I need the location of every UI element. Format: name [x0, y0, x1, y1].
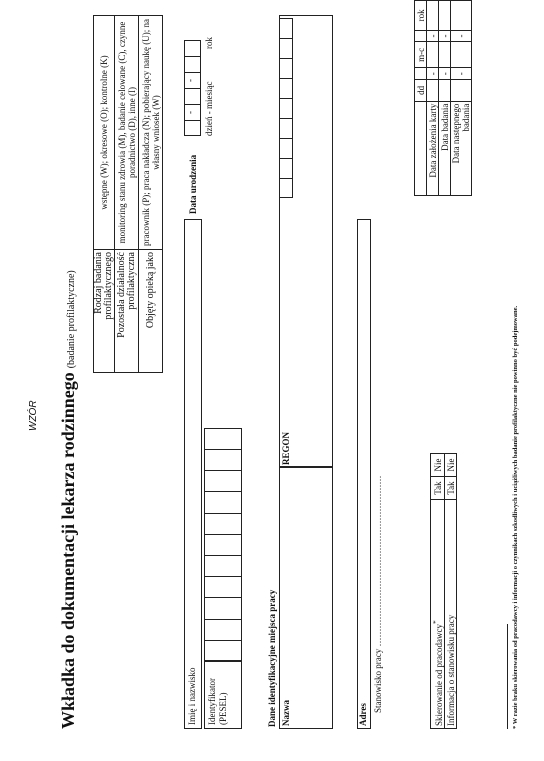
pesel-digit[interactable] — [204, 619, 242, 640]
birth-caption-daymonth: dzień - miesiąc — [204, 81, 214, 136]
address-field[interactable] — [357, 219, 371, 729]
watermark-label: WZÓR — [28, 400, 39, 431]
date-exam-label: Data badania — [439, 101, 451, 195]
pesel-digit[interactable] — [204, 576, 242, 597]
pesel-digit[interactable] — [204, 597, 242, 618]
regon-cells[interactable] — [279, 18, 293, 198]
workplace-section-title: Dane identyfikacyjne miejsca pracy — [267, 589, 277, 727]
name-field[interactable] — [184, 219, 202, 729]
address-label: Adres — [358, 703, 368, 726]
footnote-rule — [507, 624, 508, 729]
referral-label: Skierowanie od pracodawcy* — [431, 500, 445, 729]
pesel-cells[interactable] — [204, 428, 242, 661]
title-text: Wkładka do dokumentacji lekarza rodzinnego — [58, 372, 78, 729]
regon-digit[interactable] — [279, 78, 293, 98]
pesel-digit[interactable] — [204, 640, 242, 661]
exam-type-table — [93, 15, 163, 373]
pesel-digit[interactable] — [204, 428, 242, 449]
job-info-label: Informacja o stanowisku pracy — [445, 500, 457, 729]
regon-digit[interactable] — [279, 18, 293, 38]
title-subtitle: (badanie profilaktyczne) — [66, 270, 77, 369]
birth-caption-year: rok — [204, 37, 214, 49]
exam-type-options[interactable]: wstępne (W); okresowe (O); kontrolne (K) — [94, 16, 115, 250]
pesel-digit[interactable] — [204, 449, 242, 470]
regon-digit[interactable] — [279, 178, 293, 198]
workplace-name-field[interactable] — [279, 467, 333, 729]
date-next-exam-label: Data następnego badania — [451, 101, 472, 195]
page-title — [58, 270, 79, 729]
col-rok: rok — [415, 1, 427, 31]
referral-yes[interactable]: Tak — [431, 477, 445, 500]
pesel-digit[interactable] — [204, 555, 242, 576]
col-dd: dd — [415, 79, 427, 101]
exam-type-label: Rodzaj badania profilaktycznego — [94, 250, 115, 373]
regon-label: REGON — [281, 431, 291, 465]
footnote: * W razie braku skierowania od pracodawcy i informacji o czynnikach szkodliwych i uciążliwych badanie profilaktyczne nie powinno być podejmowane. — [512, 305, 519, 729]
pesel-label: Identyfikator (PESEL) — [207, 678, 228, 725]
regon-digit[interactable] — [279, 138, 293, 158]
referral-table — [430, 453, 457, 729]
col-mc: m-c — [415, 42, 427, 68]
name-label: Imię i nazwisko — [187, 667, 197, 725]
job-info-yes[interactable]: Tak — [445, 477, 457, 500]
workplace-name-label: Nazwa — [281, 700, 291, 726]
regon-digit[interactable] — [279, 98, 293, 118]
birth-date-cells[interactable]: - - — [184, 40, 201, 136]
other-activity-options[interactable]: monitoring stanu zdrowia (M), badanie celowane (C), czynne poradnictwo (D), inne (I) — [115, 16, 139, 250]
birth-date-label: Data urodzenia — [188, 154, 198, 214]
date-card-label: Data założenia karty — [427, 101, 439, 195]
regon-digit[interactable] — [279, 38, 293, 58]
regon-digit[interactable] — [279, 118, 293, 138]
position-field[interactable]: Stanowisko pracy ………………………………………………… — [373, 475, 383, 713]
regon-digit[interactable] — [279, 58, 293, 78]
care-type-label: Objęty opieką jako — [139, 250, 163, 373]
pesel-digit[interactable] — [204, 470, 242, 491]
care-type-options[interactable]: pracownik (P); praca nakładcza (N); pobierający naukę (U); na własny wniosek (W) — [139, 16, 163, 250]
dates-table: dd m-c rok Data założenia karty - - Data badania - - Data następnego badania - - — [414, 0, 472, 196]
job-info-no[interactable]: Nie — [445, 454, 457, 477]
pesel-digit[interactable] — [204, 513, 242, 534]
other-activity-label: Pozostała działalność profilaktyczna — [115, 250, 139, 373]
pesel-digit[interactable] — [204, 534, 242, 555]
regon-digit[interactable] — [279, 158, 293, 178]
pesel-digit[interactable] — [204, 492, 242, 513]
referral-no[interactable]: Nie — [431, 454, 445, 477]
